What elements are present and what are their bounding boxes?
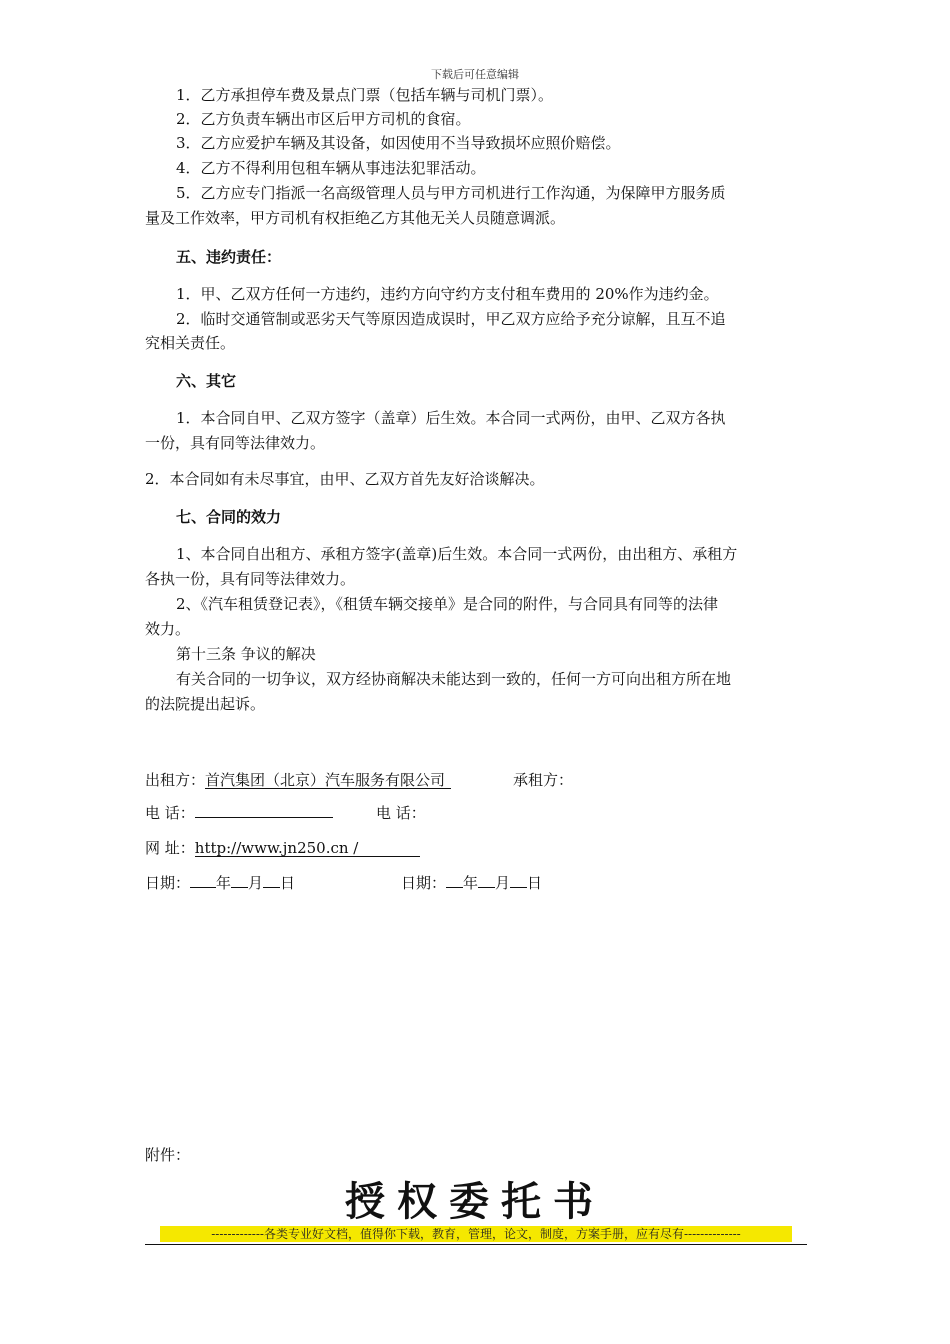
lessor-row: [145, 768, 451, 792]
clause-line: 5．乙方应专门指派一名高级管理人员与甲方司机进行工作沟通，为保障甲方服务质: [176, 184, 726, 202]
phone-blank: [195, 802, 333, 818]
year-blank: [446, 872, 463, 888]
day-label: 日: [280, 874, 296, 892]
section-heading-other: 六、其它: [176, 372, 237, 390]
clause-line: 3．乙方应爱护车辆及其设备，如因使用不当导致损坏应照价赔偿。: [176, 134, 621, 152]
day-blank: [510, 872, 527, 888]
clause-line: 2、《汽车租赁登记表》，《租赁车辆交接单》是合同的附件，与合同具有同等的法律: [176, 595, 719, 613]
phone-row: [145, 801, 333, 825]
lessee-label: 承租方：: [513, 771, 574, 789]
footer-rule: [145, 1244, 807, 1245]
website-label: 网 址：: [145, 839, 195, 857]
date-label: 日期：: [145, 874, 191, 892]
footer-banner: -------------各类专业好文档，值得你下载，教育，管理，论文，制度，方案手册，应有尽有--------------: [160, 1226, 792, 1242]
month-label: 月: [248, 874, 264, 892]
clause-line: 1．本合同自甲、乙双方签字（盖章）后生效。本合同一式两份，由甲、乙双方各执: [176, 409, 726, 427]
attachment-label: 附件：: [145, 1146, 191, 1164]
website-row: [145, 836, 420, 860]
clause-line: 量及工作效率，甲方司机有权拒绝乙方其他无关人员随意调派。: [145, 209, 566, 227]
month-blank: [231, 872, 248, 888]
date-label: 日期：: [401, 874, 447, 892]
date-row-lessee: [401, 871, 542, 895]
section-heading-breach: 五、违约责任：: [176, 248, 282, 266]
clause-line: 2．乙方负责车辆出市区后甲方司机的食宿。: [176, 110, 471, 128]
clause-line: 各执一份，具有同等法律效力。: [145, 570, 356, 588]
clause-line: 4．乙方不得利用包租车辆从事违法犯罪活动。: [176, 159, 486, 177]
year-label: 年: [463, 874, 479, 892]
clause-line: 的法院提出起诉。: [145, 695, 266, 713]
clause-line: 1．乙方承担停车费及景点门票（包括车辆与司机门票）。: [176, 86, 554, 104]
date-row-lessor: [145, 871, 295, 895]
clause-line: 究相关责任。: [145, 334, 236, 352]
lessor-name: 首汽集团（北京）汽车服务有限公司: [205, 772, 451, 789]
day-label: 日: [527, 874, 543, 892]
month-label: 月: [495, 874, 511, 892]
phone-label: 电 话：: [145, 804, 195, 822]
article-heading: 第十三条 争议的解决: [176, 645, 316, 663]
website-link[interactable]: http://www.jn250.cn /: [195, 840, 421, 857]
clause-line: 效力。: [145, 620, 191, 638]
year-blank: [190, 872, 216, 888]
section-heading-validity: 七、合同的效力: [176, 508, 282, 526]
year-label: 年: [216, 874, 232, 892]
page-header: 下载后可任意编辑: [431, 68, 519, 81]
month-blank: [478, 872, 495, 888]
document-title: 授权委托书: [345, 1178, 605, 1225]
clause-line: 1．甲、乙双方任何一方违约，违约方向守约方支付租车费用的 20%作为违约金。: [176, 285, 719, 303]
phone-label-lessee: 电 话：: [376, 804, 426, 822]
clause-line: 2．本合同如有未尽事宜，由甲、乙双方首先友好洽谈解决。: [145, 470, 545, 488]
clause-line: 1、本合同自出租方、承租方签字(盖章)后生效。本合同一式两份，由出租方、承租方: [176, 545, 738, 563]
lessor-label: 出租方：: [145, 771, 206, 789]
day-blank: [263, 872, 280, 888]
clause-line: 有关合同的一切争议，双方经协商解决未能达到一致的，任何一方可向出租方所在地: [176, 670, 732, 688]
clause-line: 一份，具有同等法律效力。: [145, 434, 326, 452]
clause-line: 2．临时交通管制或恶劣天气等原因造成误时，甲乙双方应给予充分谅解，且互不追: [176, 310, 726, 328]
